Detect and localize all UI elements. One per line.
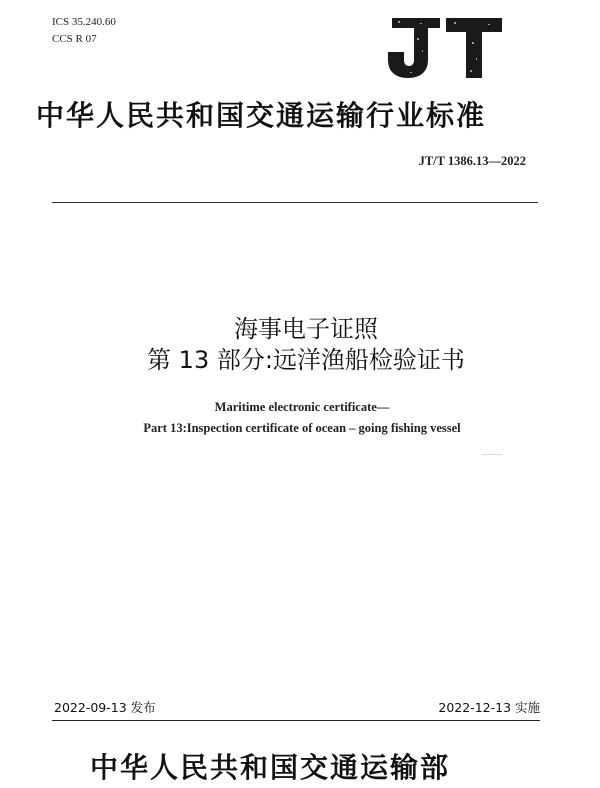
- scan-mark: [482, 454, 502, 455]
- chinese-title-line-1: 海事电子证照: [234, 315, 378, 343]
- english-title-line-1: Maritime electronic certificate—: [214, 400, 390, 414]
- chinese-title-line-2: 第 13 部分:远洋渔船检验证书: [147, 346, 465, 374]
- jt-logo: [384, 14, 504, 80]
- top-divider: [52, 202, 538, 203]
- issue-date: 2022-09-13 发布: [54, 700, 156, 715]
- ics-code: ICS 35.240.60: [52, 16, 116, 28]
- ccs-code: CCS R 07: [52, 33, 97, 45]
- standard-number: JT/T 1386.13—2022: [418, 154, 526, 168]
- bottom-divider: [52, 720, 540, 721]
- issuing-agency: 中华人民共和国交通运输部: [90, 751, 451, 784]
- implementation-date: 2022-12-13 实施: [438, 700, 540, 715]
- english-title-line-2: Part 13:Inspection certificate of ocean – going fishing vessel: [143, 421, 461, 435]
- agency-title: 中华人民共和国交通运输行业标准: [36, 99, 487, 132]
